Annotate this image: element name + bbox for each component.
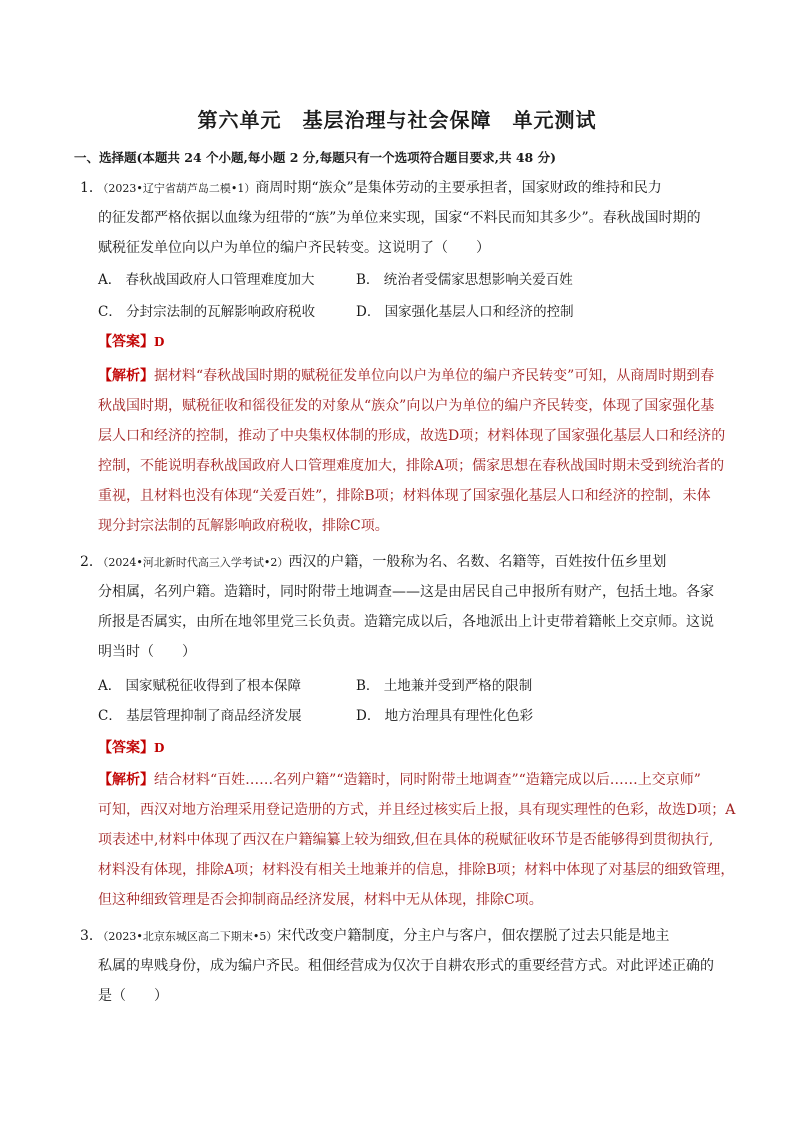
- page-title: 第六单元 基层治理与社会保障 单元测试: [197, 108, 597, 132]
- explanation-text: 结合材料“百姓……名列户籍”“造籍时，同时附带土地调查”“造籍完成以后……上交京师”: [154, 772, 701, 788]
- option-a[interactable]: A． 春秋战国政府人口管理难度加大: [98, 272, 315, 288]
- explanation-line: [98, 366, 714, 386]
- explanation-line: [98, 770, 701, 790]
- option-b[interactable]: B． 统治者受儒家思想影响关爱百姓: [356, 272, 573, 288]
- question-stem-line: 的征发都严格依据以血缘为纽带的“族”为单位来实现，国家“不料民而知其多少”。春秋战国时期的: [98, 210, 701, 226]
- question-stem-line: 明当时（ ）: [98, 644, 196, 660]
- option-d[interactable]: D． 地方治理具有理性化色彩: [356, 708, 534, 724]
- option-a[interactable]: A． 国家赋税征收得到了根本保障: [98, 678, 302, 694]
- explanation-tag: 【解析】: [98, 772, 154, 788]
- explanation-line: 秋战国时期，赋税征收和徭役征发的对象从“族众”向以户为单位的编户齐民转变，体现了国家强化基: [98, 398, 715, 414]
- explanation-tag: 【解析】: [98, 368, 154, 384]
- option-b[interactable]: B． 土地兼并受到严格的限制: [356, 678, 533, 694]
- question-source: （2023•北京东城区高二下期末•5）: [102, 930, 278, 943]
- section-heading: 一、选择题(本题共 24 个小题,每小题 2 分,每题只有一个选项符合题目要求,共 48 分): [74, 150, 556, 165]
- option-c[interactable]: C． 分封宗法制的瓦解影响政府税收: [98, 304, 316, 320]
- explanation-line: 但这种细致管理是否会抑制商品经济发展，材料中无从体现，排除C项。: [98, 892, 543, 908]
- question-number: 2．: [80, 554, 103, 570]
- question-2-line-1: [80, 552, 666, 573]
- explanation-line: 重视，且材料也没有体现“关爱百姓”，排除B项；材料体现了国家强化基层人口和经济的控制，未体: [98, 488, 711, 504]
- answer-value: D: [154, 335, 165, 349]
- answer-line: [98, 738, 164, 758]
- explanation-line: 材料没有体现，排除A项；材料没有相关土地兼并的信息，排除B项；材料中体现了对基层的细致管理，: [98, 862, 735, 878]
- question-3-line-1: [80, 926, 669, 947]
- question-1-line-1: [80, 178, 662, 199]
- question-stem-line: 所报是否属实，由所在地邻里党三长负责。造籍完成以后，各地派出上计吏带着籍帐上交京师。这说: [98, 614, 714, 630]
- option-c[interactable]: C． 基层管理抑制了商品经济发展: [98, 708, 302, 724]
- answer-value: D: [154, 741, 165, 755]
- question-number: 1．: [80, 180, 103, 196]
- question-source: （2024•河北新时代高三入学考试•2）: [102, 556, 289, 569]
- question-stem-text: 宋代改变户籍制度，分主户与客户，佃农摆脱了过去只能是地主: [277, 928, 670, 944]
- explanation-line: 现分封宗法制的瓦解影响政府税收，排除C项。: [98, 518, 389, 534]
- explanation-text: 据材料“春秋战国时期的赋税征发单位向以户为单位的编户齐民转变”可知，从商周时期到春: [154, 368, 715, 384]
- explanation-line: 层人口和经济的控制，推动了中央集权体制的形成，故选D项；材料体现了国家强化基层人口和经济的: [98, 428, 726, 444]
- explanation-line: 项表述中,材料中体现了西汉在户籍编纂上较为细致,但在具体的税赋征收环节是否能够得到贯彻执行,: [98, 832, 714, 848]
- question-stem-line: 是（ ）: [98, 988, 168, 1004]
- question-stem-line: 私属的卑贱身份，成为编户齐民。租佃经营成为仅次于自耕农形式的重要经营方式。对此评述正确的: [98, 958, 714, 974]
- explanation-line: 可知，西汉对地方治理采用登记造册的方式，并且经过核实后上报，具有现实理性的色彩，故选D项；A: [98, 802, 736, 818]
- explanation-line: 控制，不能说明春秋战国政府人口管理难度加大，排除A项；儒家思想在春秋战国时期未受到统治者的: [98, 458, 725, 474]
- answer-line: [98, 332, 164, 352]
- question-stem-text: 西汉的户籍，一般称为名、名数、名籍等，百姓按什伍乡里划: [288, 554, 667, 570]
- question-number: 3．: [80, 928, 103, 944]
- question-stem-text: 商周时期“族众”是集体劳动的主要承担者，国家财政的维持和民力: [255, 180, 662, 196]
- question-stem-line: 赋税征发单位向以户为单位的编户齐民转变。这说明了（ ）: [98, 240, 490, 256]
- answer-tag: 【答案】: [98, 334, 154, 350]
- question-source: （2023•辽宁省葫芦岛二模•1）: [102, 182, 256, 195]
- option-d[interactable]: D． 国家强化基层人口和经济的控制: [356, 304, 574, 320]
- answer-tag: 【答案】: [98, 740, 154, 756]
- question-stem-line: 分相属，名列户籍。造籍时，同时附带土地调查——这是由居民自己申报所有财产，包括土地。各家: [98, 584, 714, 600]
